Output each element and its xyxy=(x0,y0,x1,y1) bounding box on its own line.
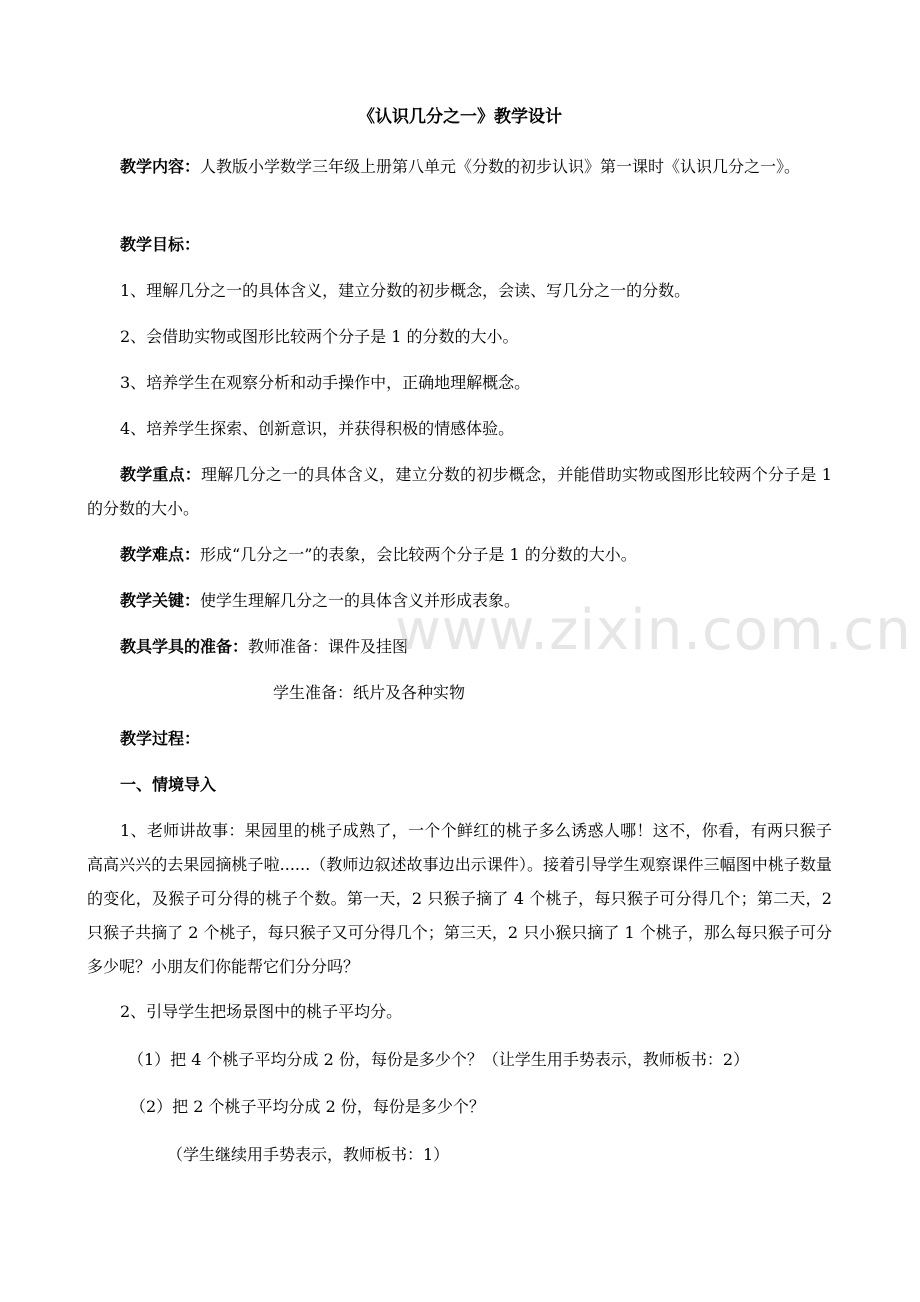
difficulties-label: 教学难点： xyxy=(120,545,201,564)
key-points-label: 教学重点： xyxy=(120,465,201,484)
watermark: www.zixin.com.cn xyxy=(395,598,912,663)
teaching-content-label: 教学内容： xyxy=(120,157,201,176)
document-title: 《认识几分之一》教学设计 xyxy=(358,107,562,127)
key-points-text: 理解几分之一的具体含义，建立分数的初步概念，并能借助实物或图形比较两个分子是 1 的分数的大小。 xyxy=(87,465,832,518)
objective-item: 4、培养学生探索、创新意识，并获得积极的情感体验。 xyxy=(120,419,515,438)
question-item: （2）把 2 个桃子平均分成 2 份，每份是多少个？ xyxy=(130,1097,485,1116)
key-link-label: 教学关键： xyxy=(120,591,201,610)
key-link-text: 使学生理解几分之一的具体含义并形成表象。 xyxy=(200,591,521,610)
question-note: （学生继续用手势表示，教师板书：1） xyxy=(167,1145,450,1164)
key-points xyxy=(87,458,832,526)
difficulties-text: 形成“几分之一”的表象，会比较两个分子是 1 的分数的大小。 xyxy=(200,545,637,564)
question-item: （1）把 4 个桃子平均分成 2 份，每份是多少个？（让学生用手势表示，教师板书：2） xyxy=(128,1050,750,1069)
objective-item: 3、培养学生在观察分析和动手操作中，正确地理解概念。 xyxy=(120,373,531,392)
process-heading: 教学过程： xyxy=(120,729,201,748)
process-step: 2、引导学生把场景图中的桃子平均分。 xyxy=(120,1002,403,1021)
difficulties xyxy=(87,538,832,572)
section-heading: 一、情境导入 xyxy=(120,775,217,794)
process-step: 1、老师讲故事：果园里的桃子成熟了，一个个鲜红的桃子多么诱惑人哪！这不，你看，有两只猴子高高兴兴的去果园摘桃子啦......（教师边叙述故事边出示课件）。接着引导学生观察课件三幅图中桃子数量的变化，及猴子可分得的桃子个数。第一天，2 只猴子摘了 4 个桃子，每只猴子可分得几个；第二天，2 只猴子共摘了 2 个桃子，每只猴子又可分得几个；第三天，2 只小猴只摘了 1 个桃子，那么每只猴子可分多少呢？小朋友们你能帮它们分分吗？ xyxy=(87,821,832,976)
materials xyxy=(87,630,832,664)
objective-item: 1、理解几分之一的具体含义，建立分数的初步概念，会读、写几分之一的分数。 xyxy=(120,281,691,300)
materials-student: 学生准备：纸片及各种实物 xyxy=(273,683,466,702)
objective-item: 2、会借助实物或图形比较两个分子是 1 的分数的大小。 xyxy=(120,327,519,346)
materials-label: 教具学具的准备： xyxy=(120,637,249,656)
objectives-heading: 教学目标： xyxy=(120,235,201,254)
teaching-content-text: 人教版小学数学三年级上册第八单元《分数的初步认识》第一课时《认识几分之一》。 xyxy=(200,157,801,176)
materials-teacher: 教师准备：课件及挂图 xyxy=(248,637,409,656)
key-link xyxy=(87,584,832,618)
teaching-content xyxy=(87,150,832,184)
